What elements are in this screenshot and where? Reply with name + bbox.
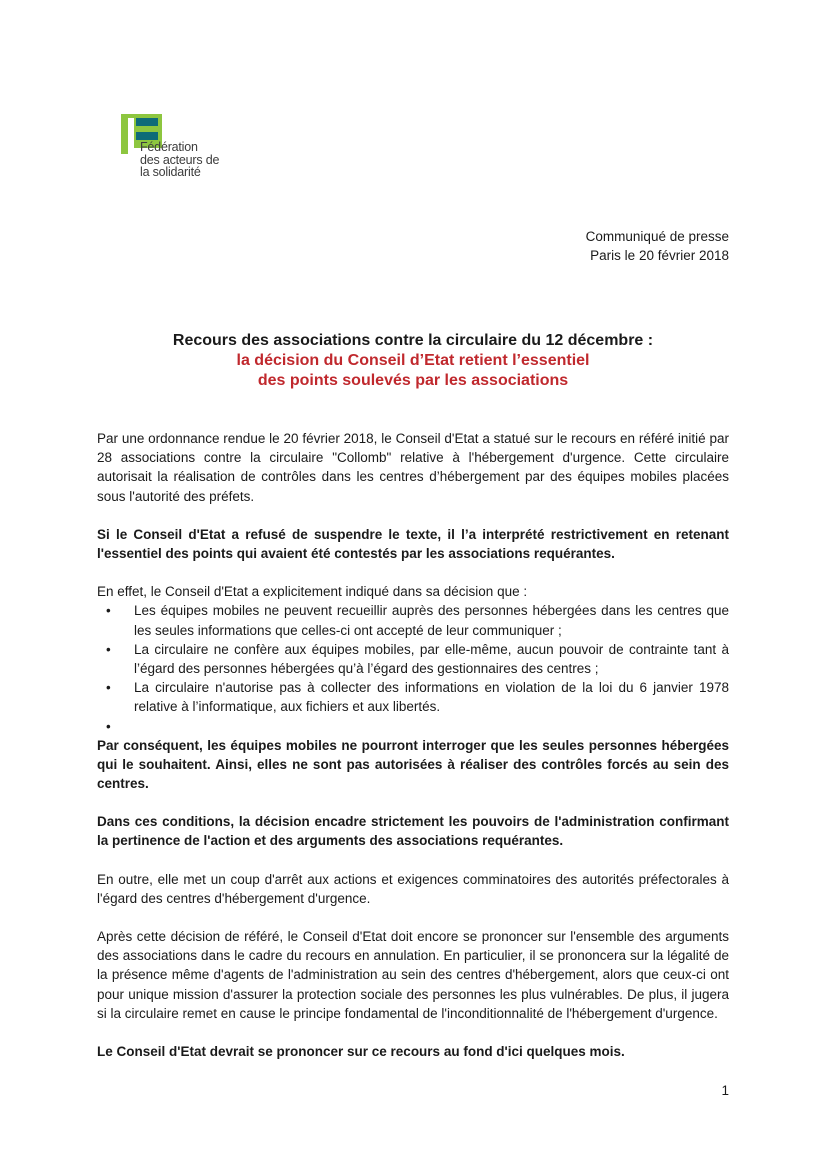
title-line-2: la décision du Conseil d’Etat retient l’essentiel [236, 352, 590, 369]
paragraph-consequence: Par conséquent, les équipes mobiles ne pourront interroger que les seules personnes hébergées qui le souhaitent. Ainsi, elles ne sont pas autorisées à réaliser des contrôles forcés au sein des centres. [97, 737, 729, 792]
logo-line: la solidarité [140, 165, 201, 179]
list-item [106, 678, 729, 716]
paragraph-intro: Par une ordonnance rendue le 20 février 2018, le Conseil d'Etat a statué sur le recours en référé initié par 28 associations contre la circulaire "Collomb" relative à l'hébergement d'urgence. Cette circulaire autorisait la réalisation de contrôles dans les centres d’hébergement par des équipes mobiles placées sous l'autorité des préfets. [97, 431, 729, 504]
paragraph-next-steps: Après cette décision de référé, le Conseil d'Etat doit encore se prononcer sur l'ensemble des arguments des associations dans le cadre du recours en annulation. En particulier, il se prononcera sur la légalité de la présence même d'agents de l'administration au sein des centres d'hébergement, alors que ceux-ci ont pour unique mission d'assurer la protection sociale des personnes les plus vulnérables. De plus, il jugera si la circulaire remet en cause le principe fondamental de l'inconditionnalité de l'hébergement d'urgence. [97, 929, 729, 1021]
page-number: 1 [721, 1083, 729, 1098]
bullet-icon: • [106, 641, 111, 657]
list-item-empty [106, 717, 729, 736]
title-line-1: Recours des associations contre la circulaire du 12 décembre : [172, 332, 654, 349]
federation-logo [121, 114, 241, 179]
page-title [97, 331, 729, 391]
bullet-icon: • [106, 680, 111, 696]
logo-stem [121, 148, 128, 154]
logo-line: des acteurs de [140, 152, 220, 167]
press-header [586, 227, 729, 265]
logo-line: Fédération [140, 140, 198, 154]
logo-wordmark [140, 141, 219, 179]
doc-type: Communiqué de presse [585, 229, 729, 244]
list-item-text: La circulaire ne confère aux équipes mobiles, par elle-même, aucun pouvoir de contrainte tant à l’égard des personnes hébergées qu’à l’égard des gestionnaires des centres ; [134, 641, 729, 677]
paragraph-moreover: En outre, elle met un coup d'arrêt aux actions et exigences comminatoires des autorités préfectorales à l'égard des centres d'hébergement d'urgence. [97, 871, 729, 906]
title-line-3: des points soulevés par les associations [257, 372, 569, 389]
paragraph-summary: Si le Conseil d'Etat a refusé de suspendre le texte, il l’a interprété restrictivement en retenant l'essentiel des points qui avaient été contestés par les associations requérantes. [97, 526, 729, 562]
paragraph-conditions: Dans ces conditions, la décision encadre strictement les pouvoirs de l'administration confirmant la pertinence de l'action et des arguments des associations requérantes. [97, 814, 729, 849]
list-item-text: Les équipes mobiles ne peuvent recueillir auprès des personnes hébergées dans les centres que les seules informations que celles-ci ont accepté de leur communiquer ; [134, 603, 729, 638]
paragraph-lead: En effet, le Conseil d'Etat a explicitement indiqué dans sa décision que : [97, 584, 528, 600]
list-item-text: La circulaire n'autorise pas à collecter des informations en violation de la loi du 6 janvier 1978 relative à l’informatique, aux fichiers et aux libertés. [134, 680, 729, 715]
bullet-icon: • [106, 718, 111, 734]
list-item [106, 601, 729, 639]
list-item [106, 640, 729, 678]
decision-points-list [97, 601, 729, 735]
paragraph-conclusion: Le Conseil d'Etat devrait se prononcer sur ce recours au fond d'ici quelques mois. [97, 1044, 625, 1060]
bullet-icon: • [106, 603, 111, 619]
place-date: Paris le 20 février 2018 [590, 248, 729, 263]
document-body [97, 429, 729, 1080]
